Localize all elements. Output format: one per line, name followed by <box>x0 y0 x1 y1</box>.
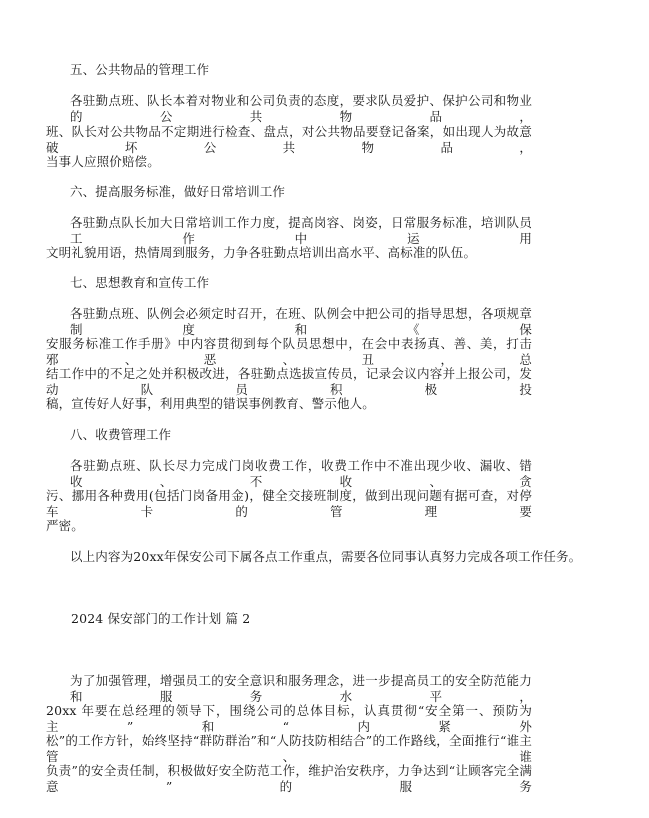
summary-line: 以上内容为20xx年保安公司下属各点工作重点，需要各位同事认真努力完成各项工作任务。 <box>70 549 582 564</box>
section-heading-5: 五、公共物品的管理工作 <box>70 62 210 77</box>
paragraph-line: 文明礼貌用语，热情周到服务，力争各驻勤点培训出高水平、高标准的队伍。 <box>46 245 477 260</box>
paragraph-line: 20xx 年要在总经理的领导下，围绕公司的总体目标，认真贯彻“安全第一、预防为主”和“内紧外 <box>46 703 532 734</box>
paragraph-line: 班、队长对公共物品不定期进行检查、盘点，对公共物品要登记备案，如出现人为故意破坏公共物品， <box>46 124 532 155</box>
paragraph-line: 严密。 <box>46 518 84 533</box>
section-heading-8: 八、收费管理工作 <box>70 427 172 442</box>
paragraph-line: 污、挪用各种费用(包括门岗备用金)，健全交接班制度，做到出现问题有据可查，对停车卡的管理要 <box>46 488 532 519</box>
section-heading-7: 七、思想教育和宣传工作 <box>70 275 210 290</box>
paragraph-line: 各驻勤点班、队长尽力完成门岗收费工作，收费工作中不准出现少收、漏收、错收、不收、贪 <box>70 458 532 489</box>
paragraph-line: 当事人应照价赔偿。 <box>46 154 160 169</box>
paragraph-line: 安服务标准工作手册》中内容贯彻到每个队员思想中，在会中表扬真、善、美，打击邪、恶、丑，总 <box>46 336 532 367</box>
paragraph-line: 各驻勤点班、队例会必须定时召开，在班、队例会中把公司的指导思想，各项规章制度和《保 <box>70 306 532 337</box>
paragraph-line: 结工作中的不足之处并积极改进，各驻勤点选拔宣传员，记录会议内容并上报公司，发动队员积极投 <box>46 366 532 397</box>
paragraph-line: 松”的工作方针，始终坚持“群防群治”和“人防技防相结合”的工作路线，全面推行“谁主管、谁 <box>46 733 532 764</box>
paragraph-line: 各驻勤点队长加大日常培训工作力度，提高岗容、岗姿，日常服务标准，培训队员工作中运用 <box>70 215 532 246</box>
paragraph-line: 各驻勤点班、队长本着对物业和公司负责的态度，要求队员爱护、保护公司和物业的公共物品， <box>70 93 532 124</box>
paragraph-line: 为了加强管理，增强员工的安全意识和服务理念，进一步提高员工的安全防范能力和服务水平， <box>70 673 532 704</box>
part2-title: 2024 保安部门的工作计划 篇 2 <box>71 611 251 626</box>
paragraph-line: 负责”的安全责任制，积极做好安全防范工作，维护治安秩序，力争达到“让顾客完全满意”的服务 <box>46 763 532 794</box>
paragraph-line: 稿，宣传好人好事，利用典型的错误事例教育、警示他人。 <box>46 396 375 411</box>
section-heading-6: 六、提高服务标准，做好日常培训工作 <box>70 184 286 199</box>
